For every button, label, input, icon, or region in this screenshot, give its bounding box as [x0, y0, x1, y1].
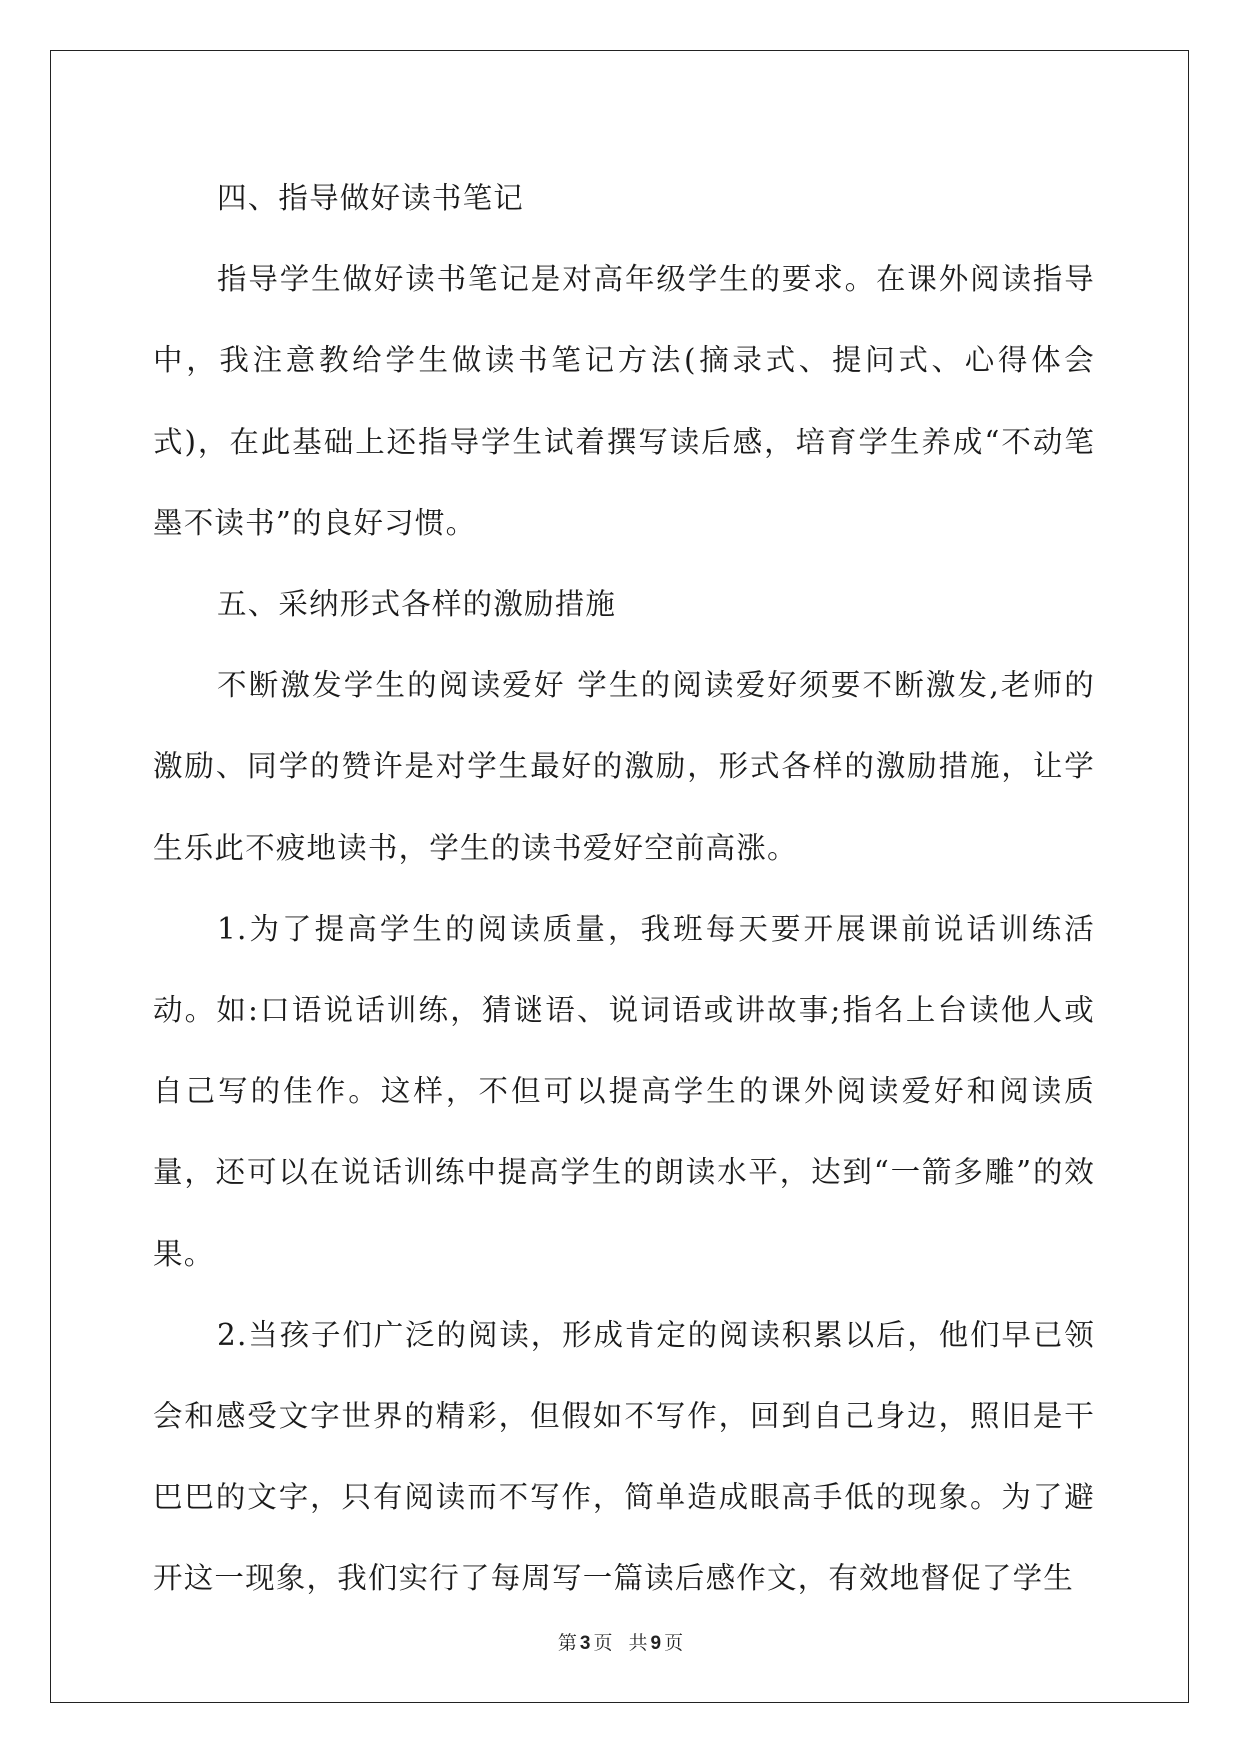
- paragraph-speaking-training: 1.为了提高学生的阅读质量，我班每天要开展课前说话训练活动。如:口语说话训练，猜谜语、说词语或讲故事;指名上台读他人或自己写的佳作。这样，不但可以提高学生的课外阅读爱好和阅读质量，还可以在说话训练中提高学生的朗读水平，达到“一箭多雕”的效果。: [153, 911, 1095, 1271]
- total-page-number: 9: [650, 1633, 662, 1654]
- current-page-number: 3: [579, 1633, 591, 1654]
- footer-page-unit: 页: [593, 1632, 613, 1654]
- section-heading-notes: 四、指导做好读书笔记: [217, 181, 525, 215]
- section-heading-incentives: 五、采纳形式各样的激励措施: [217, 587, 617, 622]
- footer-prefix: 第: [557, 1632, 577, 1654]
- paragraph-writing: 2.当孩子们广泛的阅读，形成肯定的阅读积累以后，他们早已领会和感受文字世界的精彩，但假如不写作，回到自己身边，照旧是干巴巴的文字，只有阅读而不写作，简单造成眼高手低的现象。为了避开这一现象，我们实行了每周写一篇读后感作文，有效地督促了学生: [153, 1317, 1095, 1596]
- document-body: [153, 158, 1095, 1620]
- footer-total-prefix: 共: [628, 1632, 648, 1654]
- paragraph-interest: 不断激发学生的阅读爱好 学生的阅读爱好须要不断激发,老师的激励、同学的赞许是对学生最好的激励，形式各样的激励措施，让学生乐此不疲地读书，学生的读书爱好空前高涨。: [153, 668, 1095, 865]
- page-footer: [0, 1628, 1241, 1655]
- paragraph-notes: 指导学生做好读书笔记是对高年级学生的要求。在课外阅读指导中，我注意教给学生做读书笔记方法(摘录式、提问式、心得体会式)，在此基础上还指导学生试着撰写读后感，培育学生养成“不动笔墨不读书”的良好习惯。: [153, 262, 1095, 540]
- footer-total-unit: 页: [664, 1632, 684, 1654]
